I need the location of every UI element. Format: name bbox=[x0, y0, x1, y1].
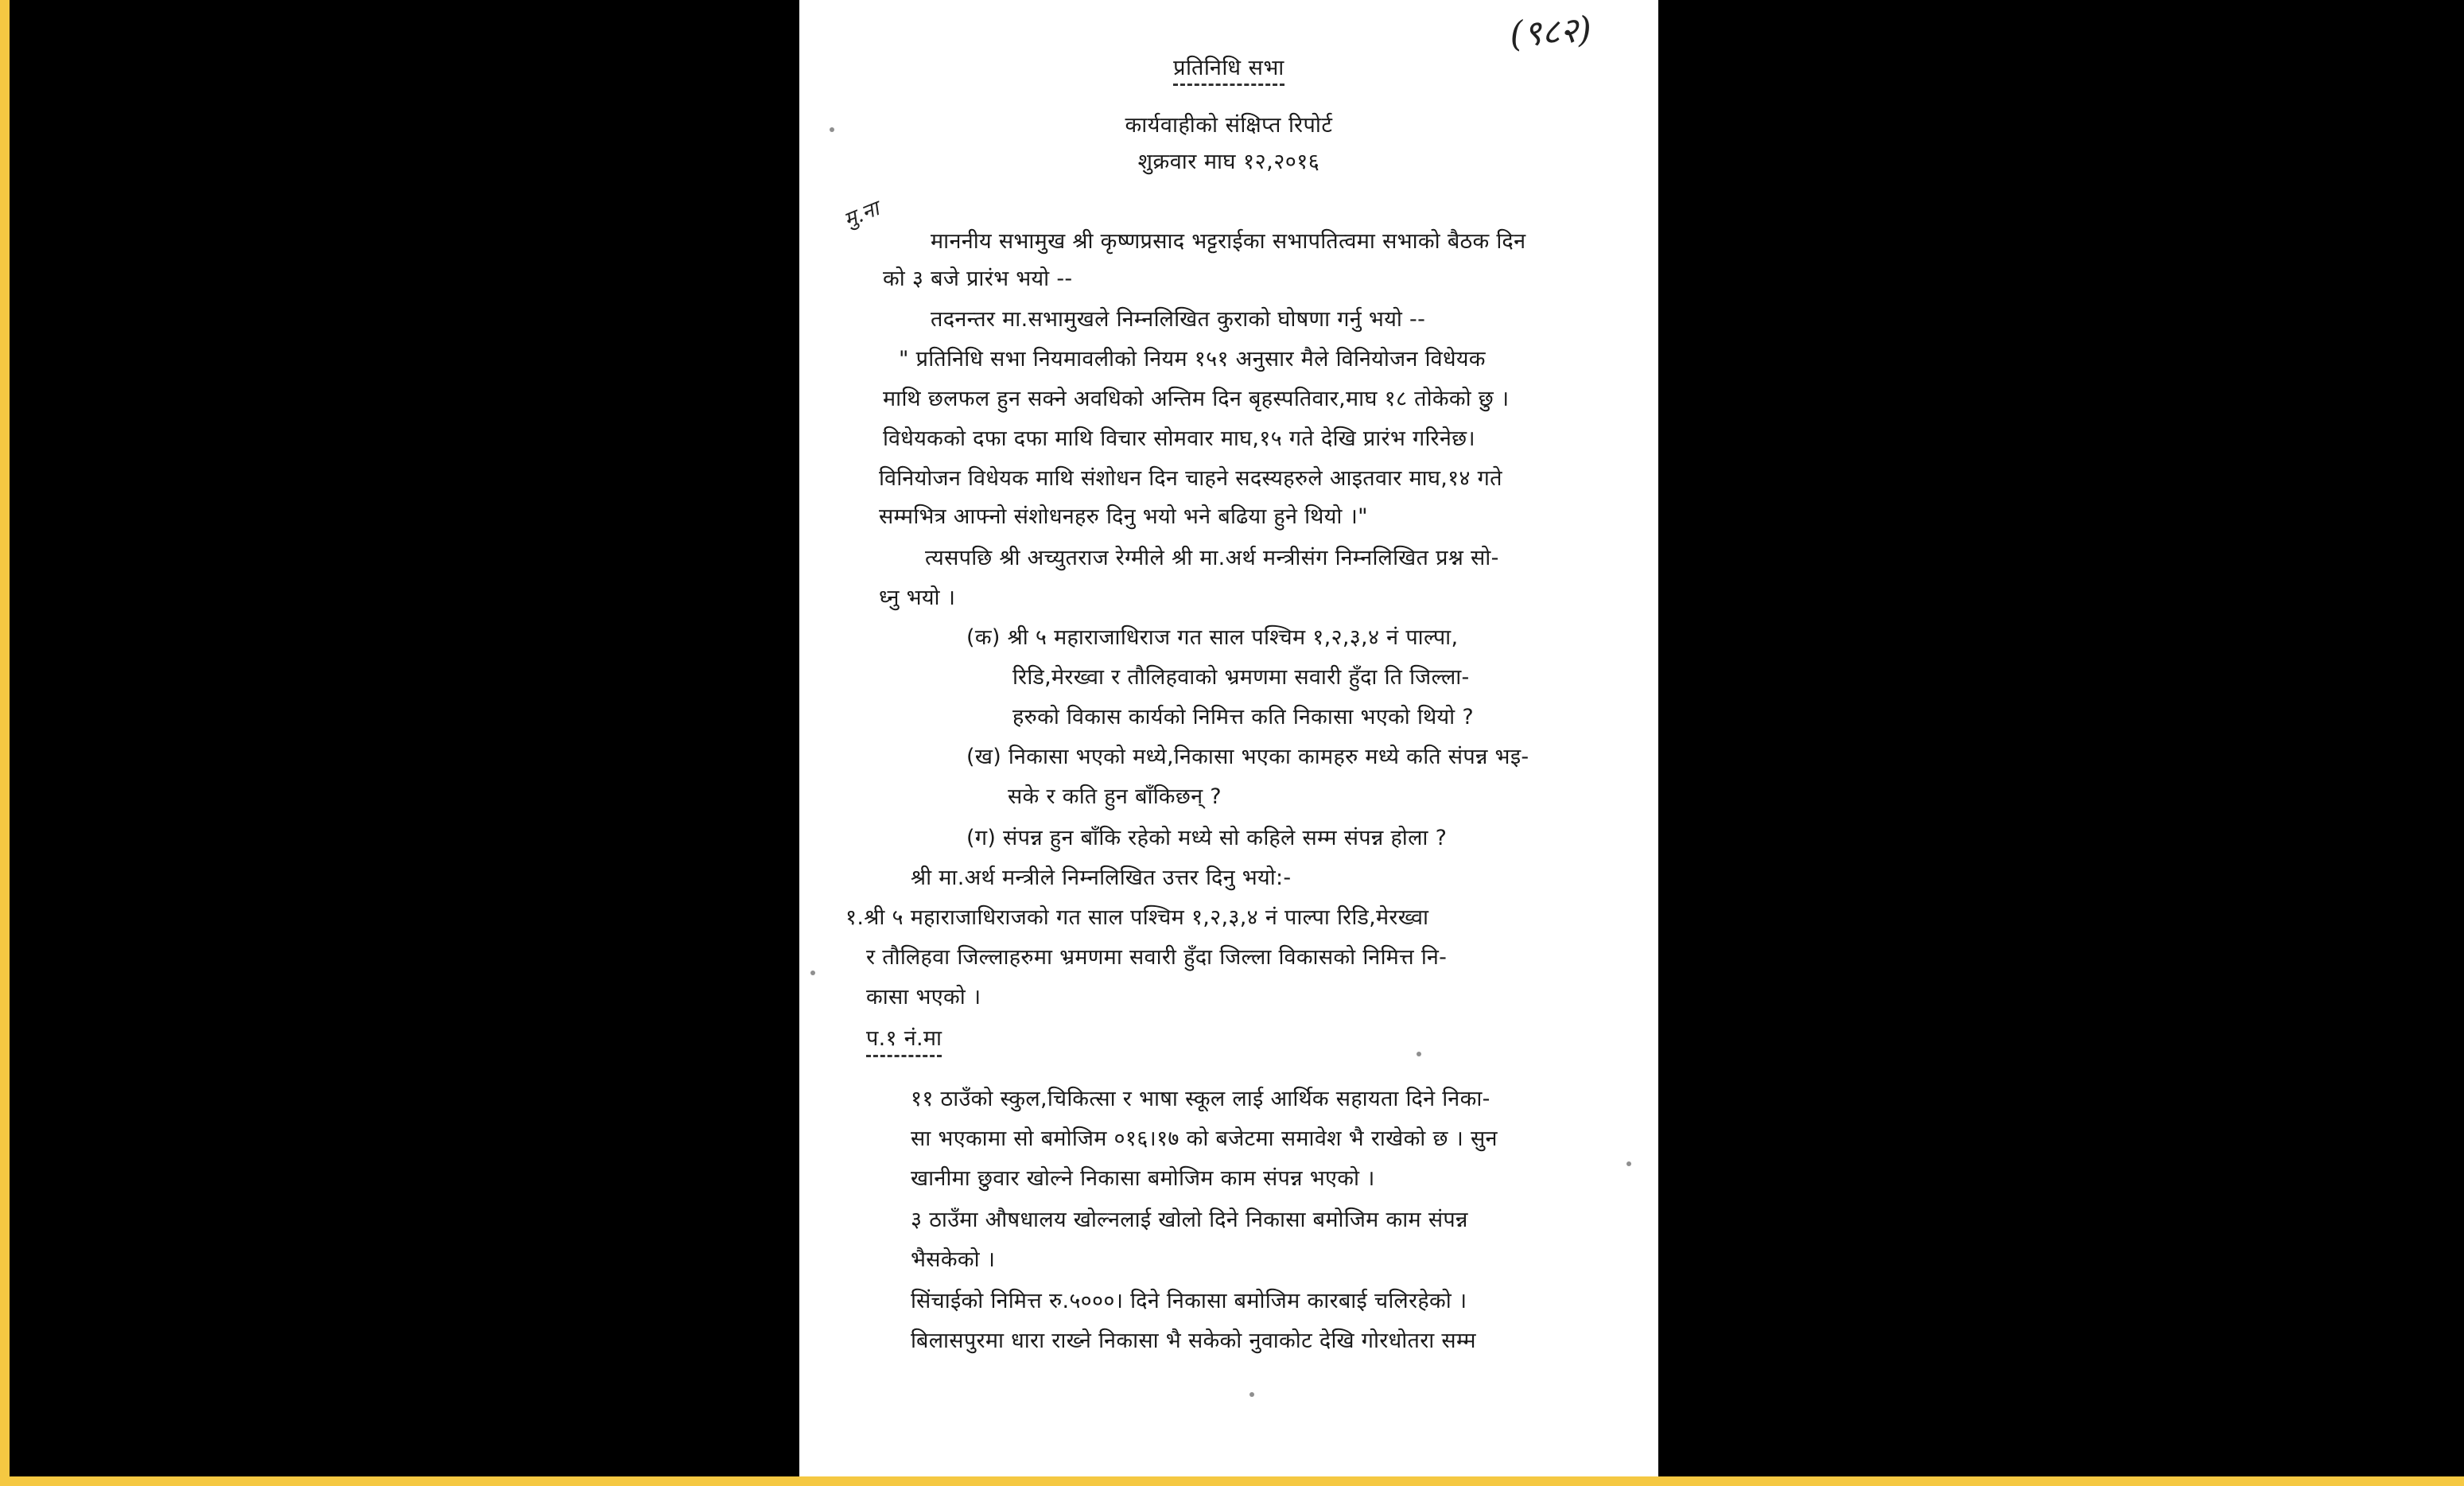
scan-speck bbox=[830, 127, 834, 132]
document-title: प्रतिनिधि सभा bbox=[799, 53, 1658, 84]
text-line: तदनन्तर मा.सभामुखले निम्नलिखित कुराको घोषणा गर्नु भयो -- bbox=[931, 307, 1426, 332]
text-line: ११ ठाउँको स्कुल,चिकित्सा र भाषा स्कूल लाई आर्थिक सहायता दिने निका- bbox=[911, 1087, 1490, 1111]
scan-speck bbox=[1249, 1392, 1254, 1397]
text-line: ३ ठाउँमा औषधालय खोल्नलाई खोलो दिने निकासा बमोजिम काम संपन्न bbox=[911, 1208, 1468, 1232]
text-line: माननीय सभामुख श्री कृष्णप्रसाद भट्टराईका सभापतित्वमा सभाको बैठक दिन bbox=[931, 229, 1526, 254]
question-item: (ख) निकासा भएको मध्ये,निकासा भएका कामहरु मध्ये कति संपन्न भइ- bbox=[966, 745, 1529, 769]
text-line: विनियोजन विधेयक माथि संशोधन दिन चाहने सदस्यहरुले आइतवार माघ,१४ गते bbox=[879, 466, 1502, 491]
text-line: त्यसपछि श्री अच्युतराज रेग्मीले श्री मा.अर्थ मन्त्रीसंग निम्नलिखित प्रश्न सो- bbox=[925, 546, 1499, 570]
text-line: विधेयकको दफा दफा माथि विचार सोमवार माघ,१५ गते देखि प्रारंभ गरिनेछ। bbox=[883, 426, 1475, 451]
document-viewer bbox=[10, 0, 2464, 1476]
text-line: " प्रतिनिधि सभा नियमावलीको नियम १५१ अनुसार मैले विनियोजन विधेयक bbox=[899, 347, 1486, 372]
text-line: सा भएकामा सो बमोजिम ०१६।१७ को बजेटमा समावेश भै राखेको छ । सुन bbox=[911, 1126, 1498, 1151]
text-line: हरुको विकास कार्यको निमित्त कति निकासा भएको थियो ? bbox=[1012, 705, 1474, 729]
question-item: (ग) संपन्न हुन बाँकि रहेको मध्ये सो कहिले सम्म संपन्न होला ? bbox=[966, 826, 1448, 850]
text-line: सके र कति हुन बाँकिछन् ? bbox=[1008, 784, 1222, 809]
section-heading: प.१ नं.मा bbox=[866, 1025, 942, 1057]
text-line: कासा भएको । bbox=[866, 985, 981, 1009]
scan-speck bbox=[1417, 1052, 1421, 1056]
text-line: सिंचाईको निमित्त रु.५०००। दिने निकासा बमोजिम कारबाई चलिरहेको । bbox=[911, 1289, 1467, 1313]
scan-speck bbox=[810, 971, 815, 975]
text-line: सम्मभित्र आफ्नो संशोधनहरु दिनु भयो भने बढिया हुने थियो ।" bbox=[879, 504, 1368, 529]
text-line: श्री मा.अर्थ मन्त्रीले निम्नलिखित उत्तर दिनु भयो:- bbox=[911, 866, 1292, 890]
margin-note: मु.ना bbox=[840, 196, 883, 233]
text-line: भैसकेको । bbox=[911, 1247, 996, 1272]
page-number: (९८२) bbox=[1508, 9, 1593, 56]
document-date: शुक्रवार माघ १२,२०१६ bbox=[1137, 150, 1320, 174]
text-line: खानीमा छुवार खोल्ने निकासा बमोजिम काम संपन्न भएको । bbox=[911, 1166, 1375, 1191]
scan-speck bbox=[1626, 1161, 1631, 1166]
text-line: माथि छलफल हुन सक्ने अवधिको अन्तिम दिन बृहस्पतिवार,माघ १८ तोकेको छु । bbox=[883, 387, 1510, 411]
question-item: (क) श्री ५ महाराजाधिराज गत साल पश्चिम १,२,३,४ नं पाल्पा, bbox=[966, 625, 1459, 650]
document-subtitle: कार्यवाहीको संक्षिप्त रिपोर्ट bbox=[1125, 113, 1333, 138]
text-line: रिडि,मेरख्वा र तौलिहवाको भ्रमणमा सवारी हुँदा ति जिल्ला- bbox=[1012, 665, 1470, 690]
text-line: बिलासपुरमा धारा राख्ने निकासा भै सकेको नुवाकोट देखि गोरधोतरा सम्म bbox=[911, 1328, 1476, 1353]
text-line: र तौलिहवा जिल्लाहरुमा भ्रमणमा सवारी हुँदा जिल्ला विकासको निमित्त नि- bbox=[866, 945, 1448, 970]
text-line: ध्नु भयो । bbox=[879, 585, 956, 610]
answer-item: १.श्री ५ महाराजाधिराजको गत साल पश्चिम १,२,३,४ नं पाल्पा रिडि,मेरख्वा bbox=[845, 905, 1429, 930]
document-page bbox=[799, 0, 1658, 1476]
text-line: को ३ बजे प्रारंभ भयो -- bbox=[883, 266, 1073, 291]
